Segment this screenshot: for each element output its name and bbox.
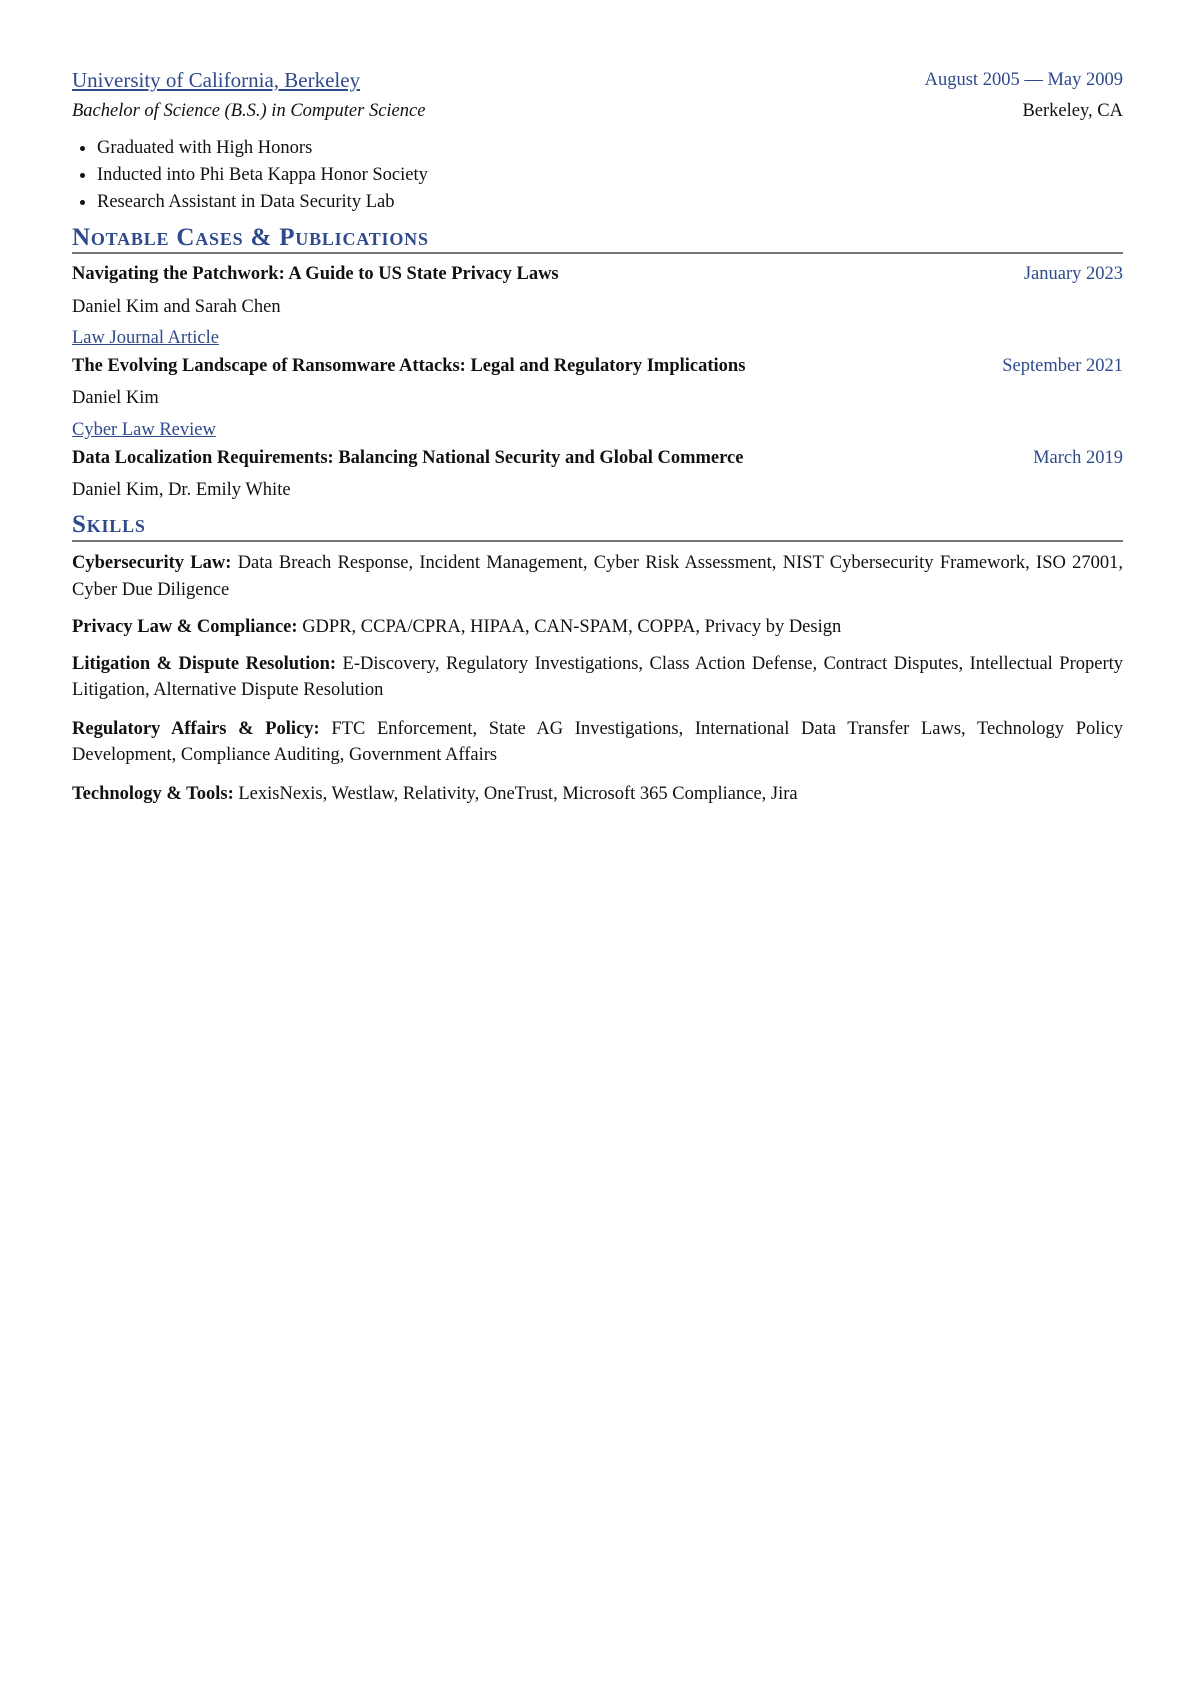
publication-title-row <box>72 261 1123 287</box>
section-divider <box>72 252 1123 254</box>
highlight-item: Inducted into Phi Beta Kappa Honor Society <box>72 162 1123 188</box>
publication-title-row <box>72 445 1123 471</box>
publication-date: March 2019 <box>1033 448 1123 468</box>
section-heading-publications: Notable Cases & Publications <box>72 224 429 251</box>
publication-authors: Daniel Kim, Dr. Emily White <box>72 480 291 500</box>
publication-title: Data Localization Requirements: Balancing National Security and Global Commerce <box>72 448 744 468</box>
publication-venue-link[interactable]: Cyber Law Review <box>72 420 216 440</box>
publication-venue-link[interactable]: Law Journal Article <box>72 328 219 348</box>
publication-authors: Daniel Kim <box>72 388 159 408</box>
publication-title: Navigating the Patchwork: A Guide to US State Privacy Laws <box>72 264 559 284</box>
skill-category <box>72 614 1123 641</box>
publication-date: January 2023 <box>1023 264 1123 284</box>
skill-values: FTC Enforcement, State AG Investigations, International Data Transfer Laws, Technology Policy Development, Compliance Auditing, Government Affairs <box>72 718 1124 765</box>
education-subheader <box>72 98 1123 124</box>
skill-category <box>72 781 1123 808</box>
skill-label: Litigation & Dispute Resolution: <box>72 653 337 674</box>
resume-page <box>72 67 1123 807</box>
skill-values: LexisNexis, Westlaw, Relativity, OneTrust, Microsoft 365 Compliance, Jira <box>238 783 798 804</box>
publication-title: The Evolving Landscape of Ransomware Attacks: Legal and Regulatory Implications <box>72 356 746 376</box>
skill-label: Cybersecurity Law: <box>72 553 232 573</box>
skill-values: E-Discovery, Regulatory Investigations, Class Action Defense, Contract Disputes, Intellectual Property Litigation, Alternative Dispute Resolution <box>72 653 1123 700</box>
skill-category <box>72 651 1123 704</box>
institution-link[interactable]: University of California, Berkeley <box>72 68 361 92</box>
skill-values: Data Breach Response, Incident Management, Cyber Risk Assessment, NIST Cybersecurity Framework, ISO 27001, Cyber Due Diligence <box>72 553 1124 600</box>
skill-label: Technology & Tools: <box>72 783 234 804</box>
degree: Bachelor of Science (B.S.) in Computer Science <box>72 101 426 121</box>
education-dates: August 2005 — May 2009 <box>924 70 1123 90</box>
skill-label: Privacy Law & Compliance: <box>72 617 298 637</box>
education-location: Berkeley, CA <box>1022 101 1123 121</box>
highlight-item: Graduated with High Honors <box>72 135 1123 161</box>
section-divider <box>72 540 1123 542</box>
skill-label: Regulatory Affairs & Policy: <box>72 718 320 739</box>
publication-title-row <box>72 353 1123 379</box>
skill-category <box>72 716 1123 769</box>
skill-values: GDPR, CCPA/CPRA, HIPAA, CAN-SPAM, COPPA, Privacy by Design <box>302 617 842 637</box>
skill-category <box>72 550 1123 603</box>
publication-authors: Daniel Kim and Sarah Chen <box>72 297 281 317</box>
highlight-item: Research Assistant in Data Security Lab <box>72 189 1123 215</box>
publication-date: September 2021 <box>1002 356 1123 376</box>
education-header <box>72 67 1123 95</box>
section-heading-skills: Skills <box>72 511 146 538</box>
